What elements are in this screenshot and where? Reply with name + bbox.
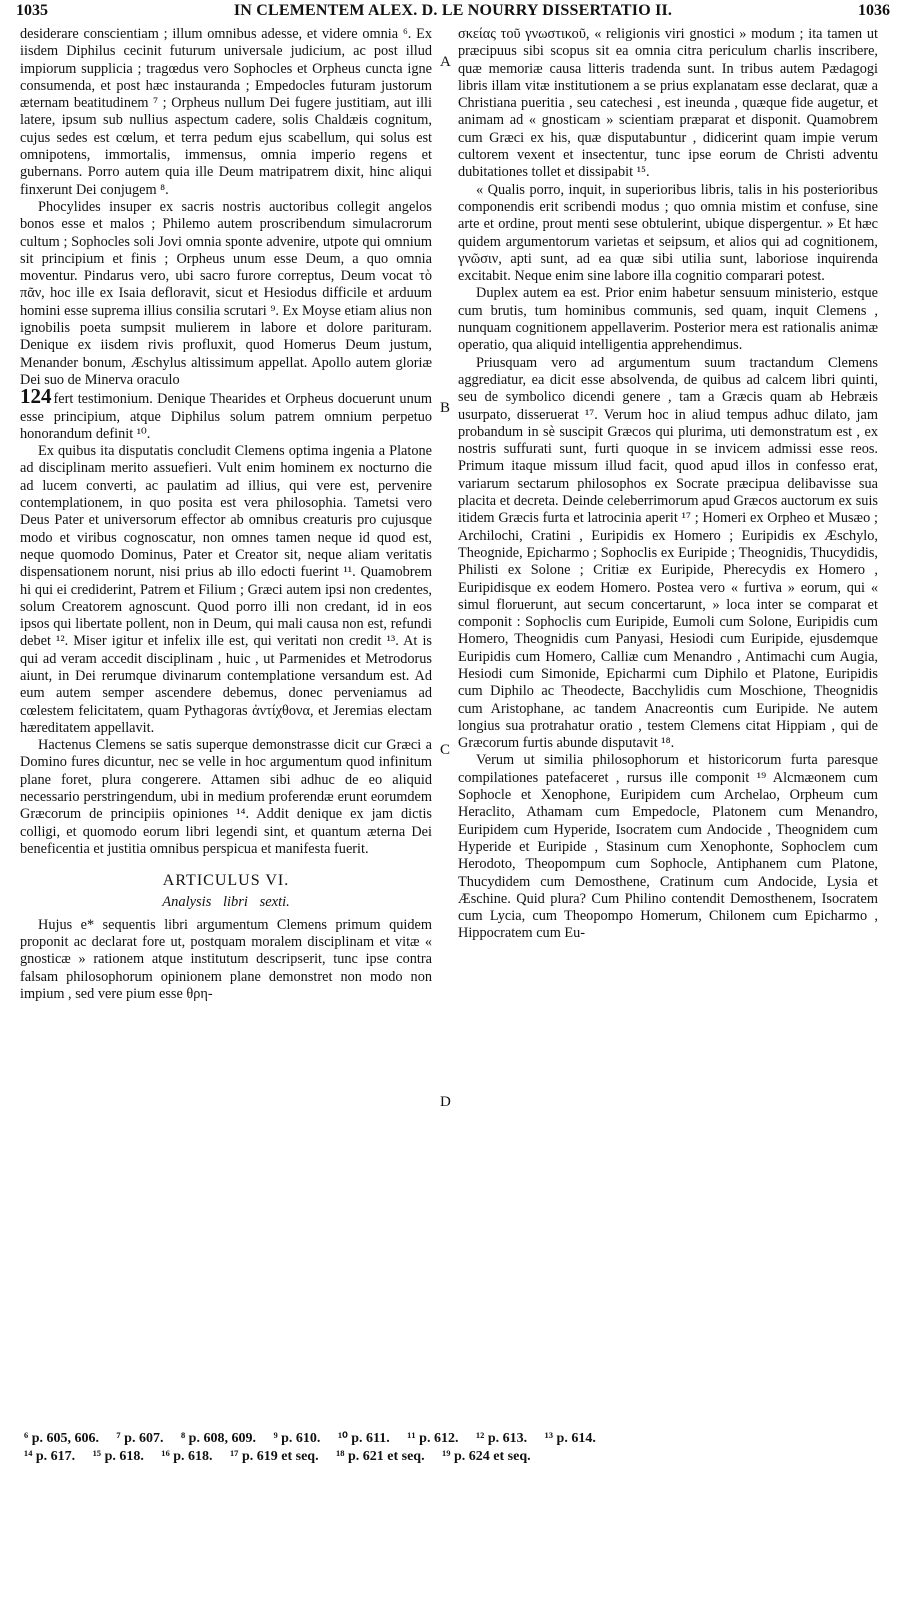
margin-marker-a: A xyxy=(440,54,451,70)
margin-marker-d: D xyxy=(440,1094,451,1110)
header-title: IN CLEMENTEM ALEX. D. LE NOURRY DISSERTATIO II. xyxy=(233,2,673,19)
article-subtitle: Analysis libri sexti. xyxy=(162,893,290,910)
left-paragraph-1: desiderare conscientiam ; illum omnibus adesse, et videre omnia ⁶. Ex iisdem Diphilus cecinit futurum universale judicium, ac post illud impiorum supplicia ; tragœdus vero Sophocles et Orpheus cuncta igne consumenda, et post hæc instauranda ; Empedocles futuram justorum æternam beatitudinem ⁷ ; Orpheus nullum Dei fugere justitiam, aut illi latere, ipsum sub nullius aspectum cadere, solis Chaldæis cognitum, cujus sedes est cœlum, et terra pedum ejus scabellum, qui solus est omnipotens, immortalis, immensus, omnia imperio regens et gubernans. Porro autem quia ille Deum matripatrem dixit, hinc aliqui finxerunt Dei conjugem ⁸. xyxy=(20,26,432,198)
footnote: ¹⁸ p. 621 et seq. xyxy=(336,1449,425,1464)
left-paragraph-4: Ex quibus ita disputatis concludit Clemens optima ingenia a Platone ad disciplinam merito assuefieri. Vult enim hominem ex nocturno die ad lucem converti, ac paulatim ad illius, qui vere est, pervenire contemplationem, in quo posita est vera philosophia. Tametsi vero Deus Pater et universorum effector ab omnibus creaturis pro cujusque modo et viribus cognoscatur, non omnes tamen neque id quod est, neque quomodo Dominus, Pater et Creator sit, neque aliam veritatis dispensationem norunt, nisi prius ab illo edocti fuerint ¹¹. Quamobrem hi qui ei crediderint, Patrem et Filium ; Græci autem ipsi non credentes, solum Creatorem agnoscunt. Quod porro illi non credant, id in eos ipsos qui libertate pollent, non in Deum, qui mali causa non est, refundi debet ¹². Miser igitur et infelix ille est, qui veritati non credit ¹³. At is qui ad veram accedit disciplinam , huic , ut Parmenides et Metrodorus aiunt, in Dei rerumque divinarum contemplatione versandum est. Ad eum autem semper ascendere debemus, donec perveniamus ad cœlestem felicitatem, quam Pythagoras ἀντίχθονα, et Jeremias electam hæreditatem appellavit. xyxy=(20,443,432,736)
right-paragraph-2: « Qualis porro, inquit, in superioribus libris, talis in his posterioribus componendis erit scribendi modus ; quo omnia mistim et confuse, sine arte et ordine, prout menti sese obtulerint, ubique dispergentur. » Et hæc quidem argumentorum varietas et seipsum, et alios qui ad cognitionem, γνῶσιν, apti sunt, ad ea quæ sibi utilia sunt, laboriose inquirenda excitabit. Neque enim sine labore illa cognitio comparari potest. xyxy=(458,181,878,285)
right-paragraph-5: Verum ut similia philosophorum et historicorum furta paresque compilationes patefaceret , rursus ille componit ¹⁹ Alcmæonem cum Sophocle et Xenophone, Euripidem cum Archelao, Orpheum cum Heraclito, Athamam cum Empedocle, Platonem cum Menandro, Euripidem cum Hyperide, Isocratem cum Andocide , Theognidem cum Hyperide et Euripide , Stasinum cum Xenophonte, Sophoclem cum Herodoto, Theopompum cum Sophocle, Antiphanem cum Platone, Thucydidem cum Demosthene, Cratinum cum Andocide, Lysia et Æschine. Quid plura? Cum Philino contendit Demosthenem, Isocratem cum Lycia, cum Theopompo Homerum, Chilonem cum Epicharmo , Hippocratem cum Eu- xyxy=(458,752,878,942)
page-number-left: 1035 xyxy=(16,2,48,19)
margin-marker-b: B xyxy=(440,400,451,416)
footnote: ¹¹ p. 612. xyxy=(407,1431,459,1446)
left-paragraph-5: Hactenus Clemens se satis superque demonstrasse dicit cur Græci a Domino fures dicuntur, nec se velle in hoc argumentum quod infinitum plane foret, plura congerere. Attamen sibi adhuc de eo aliquid necessario perstringendum, ubi in medium proferendæ erunt eorumdem Græcorum de principiis opiniones ¹⁴. Addit denique ex jam dictis colligi, et quomodo eorum libri legendi sint, et quantum æterna Dei beneficentia et justitia omnibus perspicua et manifesta fuerit. xyxy=(20,737,432,857)
footnote: ⁸ p. 608, 609. xyxy=(180,1431,256,1446)
footnote: ¹³ p. 614. xyxy=(544,1431,596,1446)
right-paragraph-4: Priusquam vero ad argumentum suum tractandum Clemens aggrediatur, ea dicit esse absolvenda, de quibus ad calcem libri quinti, seu de symbolico dicendi genere , tam a Græcis quam ab Hebræis usurpato, disseruerat ¹⁷. Verum hoc in aliud tempus adhuc dilato, jam probandum in sè suscipit Græcos qui plurima, uti demonstratum est , ex nostris suffurati sunt, furti quoque in se invicem admissi esse reos. Primum itaque missum illud facit, quod apud illos in confesso erat, variarum sectarum philosophos ex Socrate præcipua delibavisse sua placita et decreta. Deinde celeberrimorum apud Græcos auctorum ex suis itidem Græcis furta et latrocinia aperit ¹⁷ ; Homeri ex Orpheo et Musæo ; Archilochi, Cratini , Euripidis ex Homero ; Euripidis ex Æschylo, Theognide, Epicharmo ; Sophoclis ex Euripide ; Theognidis, Thucydidis, Philisti ex Solone ; Critiæ ex Euripide, Pherecydis ex Homero , Euripidisque ex eodem Homero. Postea vero « furtiva » eorum, qui « simul floruerunt, aut secum concertarunt, » loca inter se comparat et componit : Sophoclis cum Euripide, Eumoli cum Solone, Euripidis cum Homero, Theognidis cum Panyasi, Hesiodi cum Euripide, ejusdemque Euripidis cum Homero, Calliæ cum Menandro , Antimachi cum Augia, Hesiodi cum Simonide, Epicharmi cum Diphilo et Platone, Euripidis cum Diphilo ac Theodecte, Bacchylidis cum Moschione, Theognidis cum Aristophane, ac tandem Anacreontis cum Euripide. Ne autem longius sua protrahatur oratio , testem Clemens citat Hippiam , qui de Græcorum furtis abunde disputavit ¹⁸. xyxy=(458,354,878,752)
footnote: ¹⁷ p. 619 et seq. xyxy=(230,1449,319,1464)
footnote: ⁹ p. 610. xyxy=(273,1431,321,1446)
footnotes xyxy=(24,1430,884,1466)
footnote: ¹⁴ p. 617. xyxy=(24,1449,76,1464)
right-column xyxy=(458,26,878,943)
right-paragraph-1: σκείας τοῦ γνωστικοῦ, « religionis viri gnostici » modum ; ita tamen ut præcipuus sibi scopus sit ea omnia citra periculum charlis inscribere, quæ memoriæ causa litteris tradenda sunt. In tribus autem Pædagogi libris illam vitæ institutionem a se prius explanatam esse declarat, quæ a Christiana pueritia , seu catechesi , est ineunda , quæque fide augetur, et animam ad « gnosticam » scientiam præparat et disponit. Quamobrem cum Græci ex his, quæ disputabuntur , didicerint quam impie verum cultorem vexent et insectentur, tunc ipse eorum de Christi adventu dubitationes tollet et dissipabit ¹⁵. xyxy=(458,26,878,181)
footnote: ⁶ p. 605, 606. xyxy=(24,1431,99,1446)
footnote: ⁷ p. 607. xyxy=(116,1431,164,1446)
footnote: ¹⁶ p. 618. xyxy=(161,1449,213,1464)
article-title: ARTICULUS VI. xyxy=(162,872,290,890)
footnote: ¹⁰ p. 611. xyxy=(337,1431,390,1446)
footnote: ¹² p. 613. xyxy=(475,1431,528,1446)
right-paragraph-3: Duplex autem ea est. Prior enim habetur sensuum ministerio, estque cum brutis, tum hominibus communis, sed quam, inquit Clemens , nunquam cognitionem appellaverim. Posterior mera est rationalis animæ operatio, qua aliquid intelligentia apprehendimus. xyxy=(458,285,878,354)
left-paragraph-2: Phocylides insuper ex sacris nostris auctoribus collegit angelos bonos esse et malos ; Philemo autem proscribendum simulacrorum cultum ; Sophocles soli Jovi omnia sponte advenire, utpote qui omnium sit principium et finis ; Orpheus unum esse Deum, a quo omnia moventur. Pindarus vero, ubi sacro furore correptus, Deum vocat τὸ πᾶν, hoc ille ex Isaia defloravit, sicut et Hesiodus difficile et arduum homini esse suprema illius consilia scrutari ⁹. Ex Moyse etiam alius non ignobilis poeta sumpsit mulierem in labore et dolore parituram. Denique ex iisdem rivis profluxit, quod Homerus Deum justum, Menander bonum, Æschylus altissimum appellat. Apollo autem gloriæ Dei suo de Minerva oraculo xyxy=(20,198,432,388)
page-number-right: 1036 xyxy=(858,2,890,19)
margin-marker-c: C xyxy=(440,742,451,758)
left-paragraph-3 xyxy=(20,384,432,443)
footnote: ¹⁹ p. 624 et seq. xyxy=(442,1449,531,1464)
footnote: ¹⁵ p. 618. xyxy=(92,1449,144,1464)
left-column xyxy=(20,26,432,1003)
column-number-marker: 124 xyxy=(20,384,52,409)
left-paragraph-3-text: fert testimonium. Denique Thearides et Orpheus docuerunt unum esse principium, atque Diphilus solum patrem omnium perpetuo honorandum definit ¹⁰. xyxy=(20,391,432,442)
running-header xyxy=(16,2,890,24)
article-paragraph: Hujus e* sequentis libri argumentum Clemens primum quidem proponit ac declarat fore ut, postquam moralem disciplinam et vitæ « gnosticæ » rationem atque institutum descripserit, tunc ipse contra falsam philosophorum opinionem plane demonstret non modo non impium , sed vere pium esse θρη- xyxy=(20,916,432,1003)
